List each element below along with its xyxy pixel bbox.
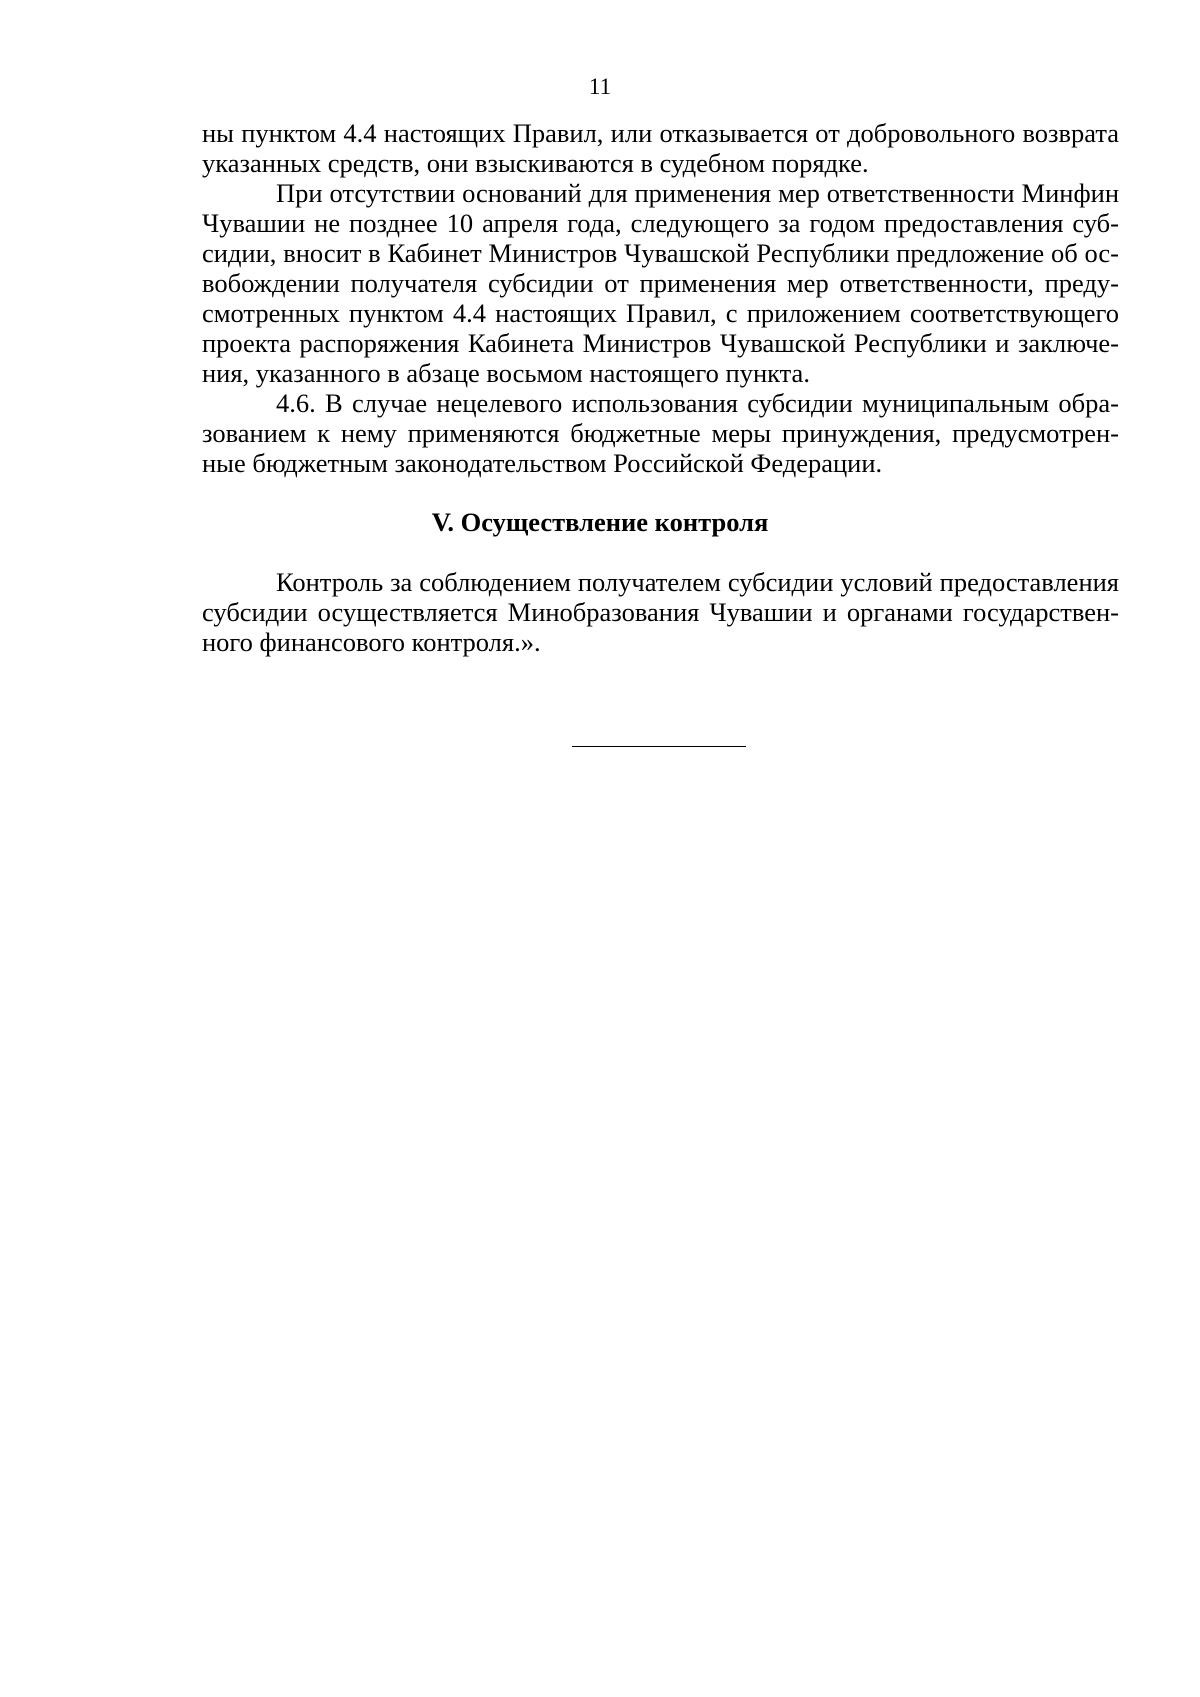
paragraph-2-line-1: При отсутствии оснований для применения мер ответственности Минфин (276, 178, 1119, 208)
section-heading: V. Осуществление контроля (431, 507, 769, 537)
paragraph-3-line-2: зованием к нему применяются бюджетные меры принуждения, предусмотрен- (202, 418, 1119, 448)
section-paragraph-line-2: субсидии осуществляется Минобразования Чувашии и органами государствен- (202, 597, 1119, 627)
paragraph-2-line-5: смотренных пунктом 4.4 настоящих Правил, с приложением соответствующего (202, 298, 1119, 328)
section-paragraph-line-1: Контроль за соблюдением получателем субсидии условий предоставления (276, 567, 1119, 597)
paragraph-1-line-2: указанных средств, они взыскиваются в судебном порядке. (202, 148, 869, 178)
end-divider (572, 746, 746, 747)
page-number: 11 (588, 74, 612, 99)
paragraph-2-line-3: сидии, вносит в Кабинет Министров Чувашской Республики предложение об ос- (202, 238, 1119, 268)
paragraph-3-line-1: 4.6. В случае нецелевого использования субсидии муниципальным обра- (276, 388, 1119, 418)
paragraph-2-line-2: Чувашии не позднее 10 апреля года, следующего за годом предоставления суб- (202, 208, 1119, 238)
paragraph-1-line-1: ны пунктом 4.4 настоящих Правил, или отказывается от добровольного возврата (202, 118, 1119, 148)
paragraph-2-line-6: проекта распоряжения Кабинета Министров Чувашской Республики и заключе- (202, 328, 1119, 358)
paragraph-2-line-7: ния, указанного в абзаце восьмом настоящего пункта. (202, 358, 810, 388)
paragraph-2-line-4: вобождении получателя субсидии от применения мер ответственности, преду- (202, 268, 1119, 298)
section-paragraph-line-3: ного финансового контроля.». (202, 627, 541, 657)
paragraph-3-line-3: ные бюджетным законодательством Российской Федерации. (202, 448, 883, 478)
